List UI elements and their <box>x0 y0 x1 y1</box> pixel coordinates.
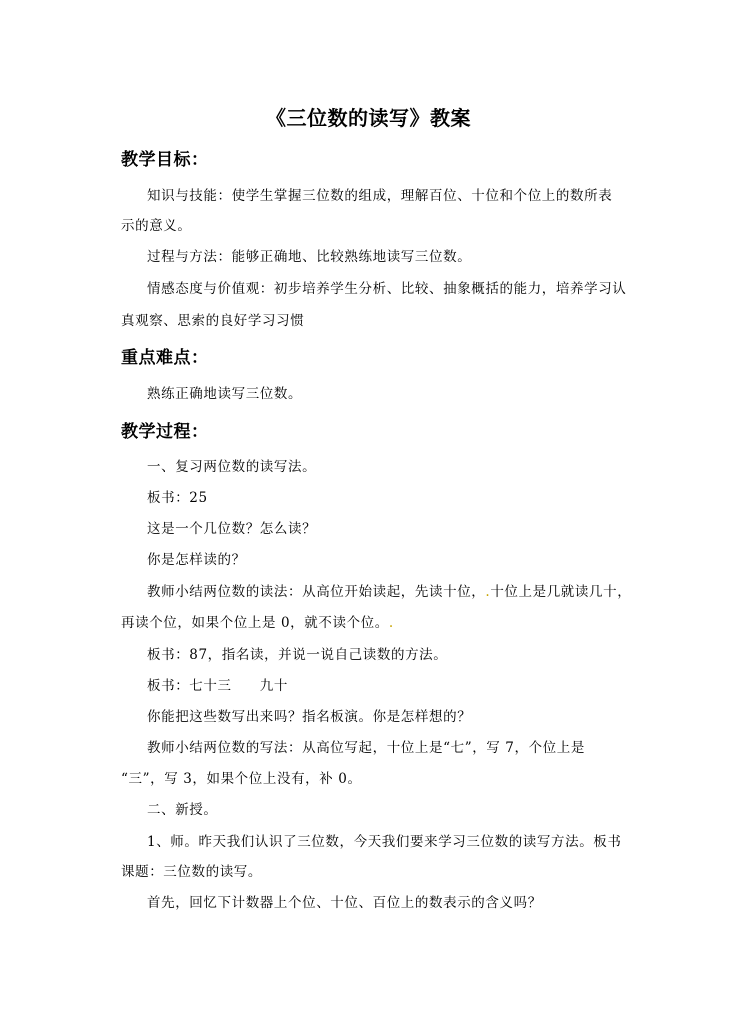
paragraph-line: 真观察、思索的良好学习习惯 <box>121 313 305 329</box>
paragraph-line: 过程与方法：能够正确地、比较熟练地读写三位数。 <box>147 249 472 265</box>
text-run: 教师小结两位数的读法：从高位开始读起，先读十位， <box>147 584 486 600</box>
paragraph-line: 课题：三位数的读写。 <box>121 864 262 880</box>
text-run: 十位上是几就读几十， <box>490 584 632 600</box>
paragraph-line: 1、师。昨天我们认识了三位数，今天我们要来学习三位数的读写方法。板书 <box>147 834 622 850</box>
paragraph-line: 一、复习两位数的读写法。 <box>147 459 317 475</box>
section-heading-process: 教学过程： <box>121 422 209 442</box>
paragraph-line <box>147 582 647 602</box>
paragraph-line: 你是怎样读的？ <box>147 552 246 568</box>
paragraph-line: 情感态度与价值观：初步培养学生分析、比较、抽象概括的能力，培养学习认 <box>147 281 627 297</box>
paragraph-line: 熟练正确地读写三位数。 <box>147 386 303 402</box>
paragraph-line: 教师小结两位数的写法：从高位写起，十位上是“七”，写 7，个位上是 <box>147 740 585 756</box>
paragraph-line: 示的意义。 <box>121 218 192 234</box>
paragraph-line: 这是一个几位数？怎么读？ <box>147 521 317 537</box>
paragraph-line: “三”，写 3，如果个位上没有，补 0。 <box>121 771 362 787</box>
paragraph-line: 板书：25 <box>147 490 208 506</box>
paragraph-line: 板书：87，指名读，并说一说自己读数的方法。 <box>147 647 448 663</box>
paragraph-line: 你能把这些数写出来吗？指名板演。你是怎样想的？ <box>147 709 472 725</box>
paragraph-line: 二、新授。 <box>147 802 218 818</box>
highlight-dot-mark: . <box>485 584 491 600</box>
section-heading-difficulty: 重点难点： <box>121 348 209 368</box>
paragraph-line: 板书：七十三 九十 <box>147 678 288 694</box>
paragraph-line: 知识与技能：使学生掌握三位数的组成，理解百位、十位和个位上的数所表 <box>147 188 613 204</box>
section-heading-goals: 教学目标： <box>121 150 209 170</box>
document-title: 《三位数的读写》教案 <box>266 106 471 130</box>
paragraph-line: 首先，回忆下计数器上个位、十位、百位上的数表示的含义吗？ <box>147 895 542 911</box>
paragraph-line <box>121 613 621 633</box>
highlight-dot-mark: . <box>388 615 394 631</box>
text-run: 再读个位，如果个位上是 0，就不读个位。 <box>121 615 389 631</box>
